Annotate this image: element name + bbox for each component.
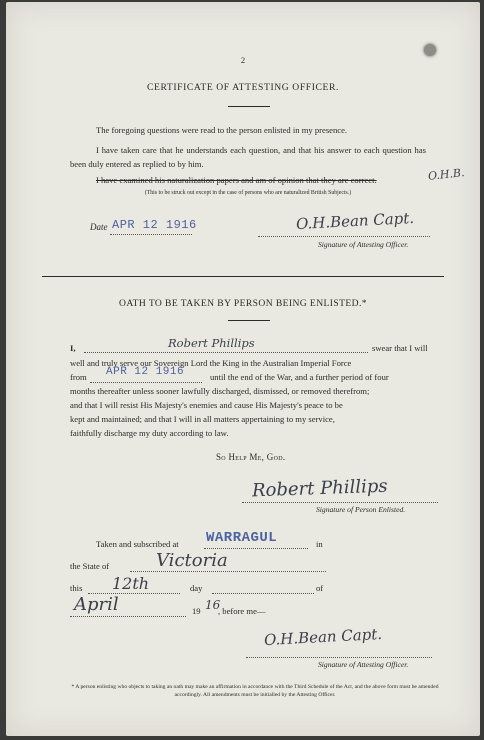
of-label: of xyxy=(316,583,324,593)
officer-sig-line xyxy=(258,236,430,237)
section-divider xyxy=(42,276,444,277)
certificate-para-2: I have taken care that he understands each question, and that his answer to each question has been duly entered as replied to by him. xyxy=(70,145,426,169)
state-value: Victoria xyxy=(156,550,228,571)
struck-initials: O.H.B. xyxy=(427,166,466,183)
date-stamp: APR 12 1916 xyxy=(112,218,197,232)
oath-from-stamp: APR 12 1916 xyxy=(106,366,185,378)
attestation-page xyxy=(6,2,480,736)
before-me-label: , before me— xyxy=(218,606,266,616)
footnote: * A person enlisting who objects to taking an oath may make an affirmation in accordance with the Third Schedule of the Act, and the above form must be amended accordingly. All amendments must be initialled by the Attesting Officer. xyxy=(71,684,439,698)
state-label: the State of xyxy=(70,561,110,571)
oath-swear: swear that I will xyxy=(372,343,428,353)
date-label: Date xyxy=(90,222,108,232)
naturalization-clause: I have examined his naturalization papers and am of opinion that they are correct. xyxy=(96,175,377,185)
from-line xyxy=(90,382,202,383)
oath-heading-divider xyxy=(228,320,270,321)
oath-line-7: faithfully discharge my duty according to law. xyxy=(70,428,229,438)
officer-sig-label-2: Signature of Attesting Officer. xyxy=(318,660,409,669)
punch-hole xyxy=(424,44,436,56)
oath-i-label: I, xyxy=(70,343,76,353)
oath-from-label: from xyxy=(70,372,87,382)
oath-heading: OATH TO BE TAKEN BY PERSON BEING ENLISTED.* xyxy=(119,298,367,309)
year-value: 16 xyxy=(205,598,221,612)
enlistee-sig-line xyxy=(242,502,438,503)
oath-line-3: until the end of the War, and a further period of four xyxy=(210,372,389,382)
officer-sig-line-2 xyxy=(246,657,432,658)
day-value: 12th xyxy=(112,574,150,593)
name-line xyxy=(84,352,368,353)
oath-line-2: well and truly serve our Sovereign Lord the King in the Australian Imperial Force xyxy=(70,358,352,368)
enlistee-name: Robert Phillips xyxy=(168,336,255,350)
taken-subscribed-label: Taken and subscribed at xyxy=(96,539,179,549)
month-value: April xyxy=(74,594,119,615)
month-line xyxy=(70,616,186,617)
in-label: in xyxy=(316,539,323,549)
place-line xyxy=(204,548,308,549)
page-number: 2 xyxy=(240,55,246,65)
naturalization-note: (This to be struck out except in the case of persons who are naturalized British Subjects.) xyxy=(144,190,352,196)
state-line xyxy=(130,571,326,572)
officer-signature: O.H.Bean Capt. xyxy=(295,208,415,234)
oath-line-6: kept and maintained; and that I will in all matters appertaining to my service, xyxy=(70,414,335,424)
date-line xyxy=(110,234,192,235)
day-of-line xyxy=(212,593,314,594)
enlistee-signature: Robert Phillips xyxy=(251,475,388,502)
officer-sig-label: Signature of Attesting Officer. xyxy=(318,240,409,249)
place-stamp: WARRAGUL xyxy=(206,530,278,546)
day-label: day xyxy=(190,583,203,593)
oath-line-5: and that I will resist His Majesty's enemies and cause His Majesty's peace to be xyxy=(70,400,343,410)
enlistee-sig-label: Signature of Person Enlisted. xyxy=(316,505,406,514)
oath-line-4: months thereafter unless sooner lawfully discharged, dismissed, or removed therefrom; xyxy=(70,386,370,396)
heading-divider xyxy=(228,106,270,107)
so-help-me-god: So Help Me, God. xyxy=(216,452,286,462)
certificate-para-1: The foregoing questions were read to the person enlisted in my presence. xyxy=(96,125,348,135)
certificate-heading: CERTIFICATE OF ATTESTING OFFICER. xyxy=(147,82,339,93)
this-label: this xyxy=(70,583,83,593)
officer-signature-2: O.H.Bean Capt. xyxy=(263,624,383,650)
year-prefix: 19 xyxy=(192,606,201,616)
